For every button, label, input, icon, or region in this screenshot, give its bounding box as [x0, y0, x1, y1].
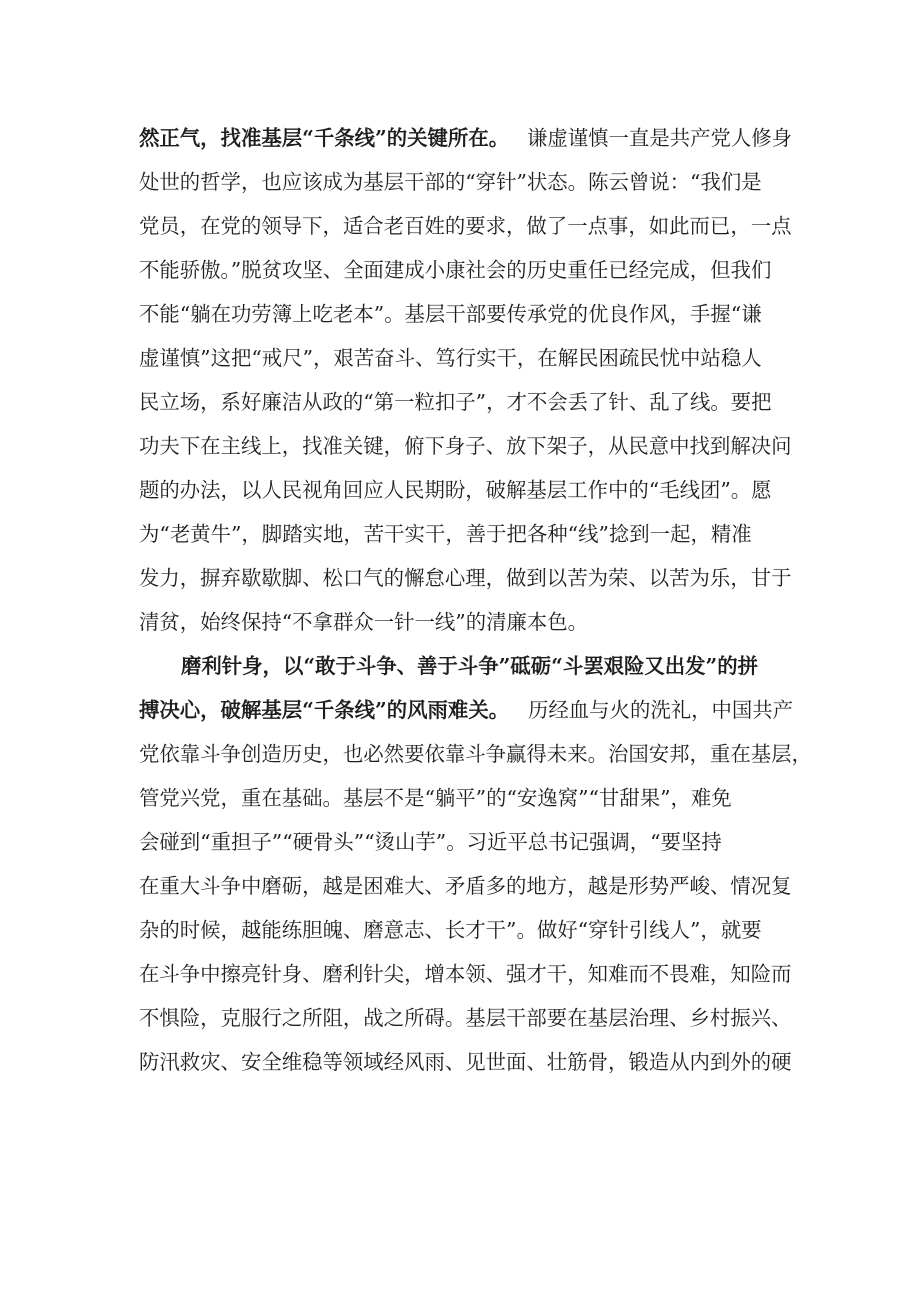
paragraph-2-line-4: [0, 778, 920, 818]
paragraph-2-line-6-text: 在重大斗争中磨砺，越是困难大、矛盾多的地方，越是形势严峻、情况复: [139, 874, 792, 898]
paragraph-1-line-6-text: 虚谨慎”这把“戒尺”，艰苦奋斗、笃行实干，在解民困疏民忧中站稳人: [139, 346, 762, 370]
paragraph-2-line-5: [0, 822, 920, 862]
paragraph-2-line-10-text: 防汛救灾、安全维稳等领域经风雨、见世面、壮筋骨，锻造从内到外的硬: [139, 1050, 792, 1074]
paragraph-2-line-2: [0, 690, 920, 730]
paragraph-2-line-6: [0, 866, 920, 906]
paragraph-1-line-11: [0, 558, 920, 598]
paragraph-1-line-10: [0, 514, 920, 554]
paragraph-2-line-9-text: 不惧险，克服行之所阻，战之所碍。基层干部要在基层治理、乡村振兴、: [139, 1006, 792, 1030]
paragraph-1-line-4: [0, 250, 920, 290]
paragraph-1-line-1: [0, 118, 920, 158]
paragraph-1-line-2-text: 处世的哲学，也应该成为基层干部的“穿针”状态。陈云曾说：“我们是: [139, 170, 762, 194]
paragraph-2-line-10: [0, 1042, 920, 1082]
paragraph-2-line-3: [0, 734, 920, 774]
paragraph-1-line-5: [0, 294, 920, 334]
paragraph-1-line-12-text: 清贫，始终保持“不拿群众一针一线”的清廉本色。: [139, 610, 589, 634]
paragraph-2-line-9: [0, 998, 920, 1038]
paragraph-1-line-10-text: 为“老黄牛”，脚踏实地，苦干实干，善于把各种“线”捻到一起，精准: [139, 522, 752, 546]
paragraph-2-line-7-text: 杂的时候，越能练胆魄、磨意志、长才干”。做好“穿针引线人”，就要: [139, 918, 762, 942]
paragraph-2-line-5-text: 会碰到“重担子”“硬骨头”“烫山芋”。习近平总书记强调，“要坚持: [139, 830, 722, 854]
paragraph-1-line-8-text: 功夫下在主线上，找准关键，俯下身子、放下架子，从民意中找到解决问: [139, 434, 792, 458]
paragraph-2-line-2-text: 历经血与火的洗礼，中国共产: [528, 698, 794, 722]
paragraph-1-line-12: [0, 602, 920, 642]
paragraph-2-line-1: [0, 646, 920, 686]
paragraph-1-line-4-text: 不能骄傲。”脱贫攻坚、全面建成小康社会的历史重任已经完成，但我们: [139, 258, 772, 282]
paragraph-1-line-3: [0, 206, 920, 246]
paragraph-2-line-8-text: 在斗争中擦亮针身、磨利针尖，增本领、强才干，知难而不畏难，知险而: [139, 962, 792, 986]
paragraph-1-line-9: [0, 470, 920, 510]
paragraph-2-bold-line-1: 磨利针身，以“敢于斗争、善于斗争”砥砺“斗罢艰险又出发”的拼: [181, 654, 759, 678]
paragraph-2-line-4-text: 管党兴党，重在基础。基层不是“躺平”的“安逸窝”“甘甜果”，难免: [139, 786, 732, 810]
paragraph-2-bold-line-2: 搏决心，破解基层“千条线”的风雨难关。: [139, 698, 510, 722]
paragraph-1-line-8: [0, 426, 920, 466]
paragraph-1-line-9-text: 题的办法，以人民视角回应人民期盼，破解基层工作中的“毛线团”。愿: [139, 478, 772, 502]
paragraph-1-line-1-text: 谦虚谨慎一直是共产党人修身: [527, 126, 793, 150]
paragraph-1-line-2: [0, 162, 920, 202]
paragraph-1-line-5-text: 不能“躺在功劳簿上吃老本”。基层干部要传承党的优良作风，手握“谦: [139, 302, 762, 326]
paragraph-1-line-3-text: 党员，在党的领导下，适合老百姓的要求，做了一点事，如此而已，一点: [139, 214, 792, 238]
paragraph-1-line-11-text: 发力，摒弃歇歇脚、松口气的懈怠心理，做到以苦为荣、以苦为乐，甘于: [139, 566, 792, 590]
paragraph-2-line-7: [0, 910, 920, 950]
paragraph-1-line-7-text: 民立场，系好廉洁从政的“第一粒扣子”，才不会丢了针、乱了线。要把: [139, 390, 772, 414]
paragraph-1-line-6: [0, 338, 920, 378]
paragraph-2-line-3-text: 党依靠斗争创造历史，也必然要依靠斗争赢得未来。治国安邦，重在基层，: [139, 742, 812, 766]
paragraph-1-line-7: [0, 382, 920, 422]
paragraph-1-bold-lead: 然正气，找准基层“千条线”的关键所在。: [139, 126, 510, 150]
paragraph-2-line-8: [0, 954, 920, 994]
